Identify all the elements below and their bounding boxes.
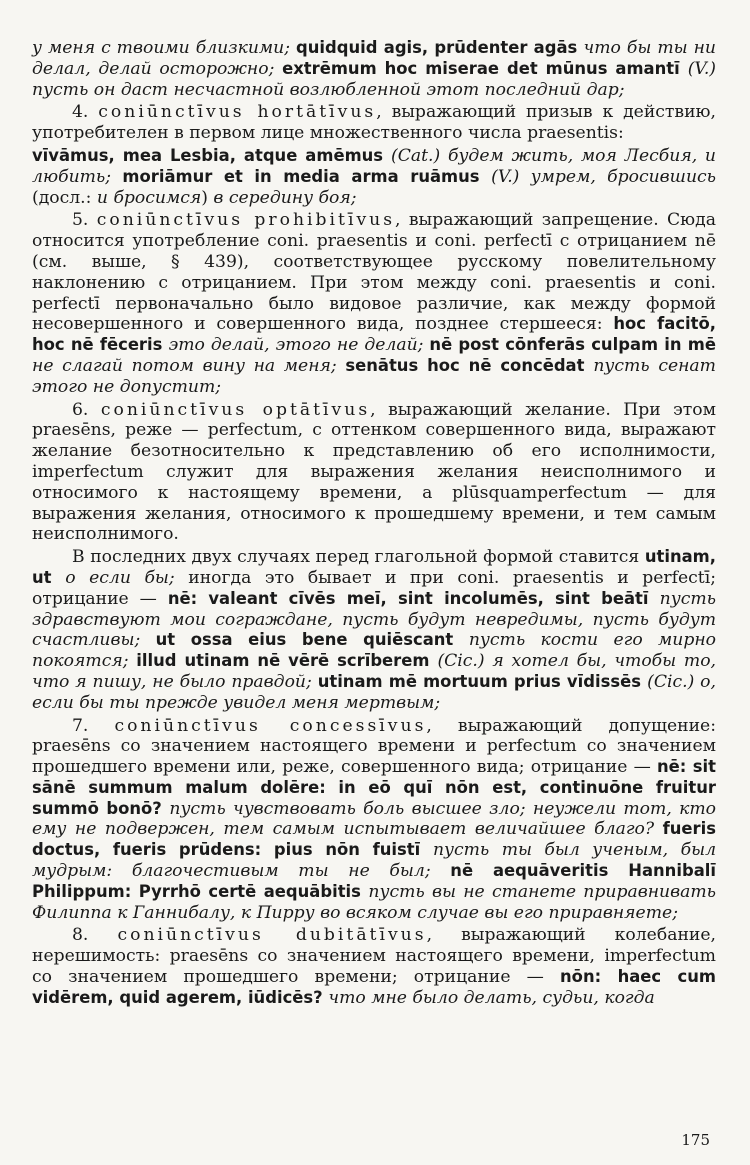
text-run: , выражающий запрещение. Сюда относится употребление coni. praesentis и coni. perfectī с отрицанием nē (см. выше, § 439), соответствующее русскому повелительному наклонению с отрицанием. При этом между coni. praesentis и coni. perfectī первоначально было видовое различие, как между формой несовершенного и совершенного вида, позднее стершееся: xyxy=(32,210,716,335)
text-run: (досл.: xyxy=(32,187,97,208)
russian-translation: что бы ты ни делал, делай осторожно; xyxy=(32,38,716,79)
paragraph xyxy=(32,38,716,100)
latin-example: fueris doctus, fueris prūdens: pius nōn fuistī xyxy=(32,819,716,860)
latin-example: nē: sit sānē summum malum dolēre: in eō quī nōn est, continuōne fruitur summō bonō? xyxy=(32,757,716,818)
latin-example: nē aequāveritis Hannibalī Philippum: Pyrrhō certē aequābitis xyxy=(32,861,717,901)
latin-example: moriāmur et in media arma ruāmus xyxy=(122,166,492,186)
paragraph xyxy=(32,146,716,208)
russian-translation: в середину боя; xyxy=(213,187,357,208)
paragraph xyxy=(32,925,716,1008)
latin-example: nōn: haec cum vidērem, quid agerem, iūdicēs? xyxy=(32,967,716,1007)
russian-translation: (Cat.) будем жить, моя Лесбия, и любить; xyxy=(32,145,716,187)
page-number: 175 xyxy=(681,1131,710,1149)
russian-translation: (V.) пусть он даст несчастной возлюбленной этот последний дар; xyxy=(32,58,716,100)
term-spaced: coniūnctīvus concessīvus xyxy=(114,715,427,736)
latin-example: quidquid agis, prūdenter agās xyxy=(296,38,584,57)
russian-translation: пусть ты был ученым, был мудрым: благочестивым ты не был; xyxy=(32,840,717,882)
latin-example: hoc facitō, hoc nē fēceris xyxy=(32,314,716,355)
latin-example: nē post cōnferās culpam in mē xyxy=(429,335,716,355)
latin-example: extrēmum hoc miserae det mūnus amantī xyxy=(282,58,688,78)
text-run: 4. xyxy=(72,102,99,123)
latin-example: utinam mē mortuum prius vīdissēs xyxy=(317,671,648,691)
russian-translation: (Cic.) о, если бы ты прежде увидел меня мертвым; xyxy=(32,671,716,713)
russian-translation: (Cic.) я хотел бы, чтобы то, что я пишу, не было правдой; xyxy=(32,651,717,692)
russian-translation: пусть вы не станете приравнивать Филиппа к Ганнибалу, к Пирру во всяком случае вы его приравняете; xyxy=(32,881,717,923)
latin-example: ut ossa eius bene quiēscant xyxy=(155,630,469,650)
text-run: ) xyxy=(201,187,214,208)
russian-translation: пусть сенат этого не допустит; xyxy=(32,355,716,397)
paragraph xyxy=(32,210,716,397)
term-spaced: coniūnctīvus optātīvus xyxy=(100,399,371,420)
text-run: 7. xyxy=(72,715,115,736)
russian-translation: пусть здравствуют мои сограждане, пусть будут невредимы, пусть будут счастливы; xyxy=(32,588,716,651)
term-spaced: coniūnctīvus hortātīvus xyxy=(98,102,377,123)
text-run: иногда это бывает и при coni. praesentis и perfectī; отрицание — xyxy=(32,567,716,609)
paragraph xyxy=(32,400,716,546)
text-run: 5. xyxy=(72,210,97,231)
latin-example: nē: valeant cīvēs meī, sint incolumēs, sint beātī xyxy=(167,588,660,608)
text-run: В последних двух случаях перед глагольной формой ставится xyxy=(72,547,645,568)
russian-translation: и бросимся xyxy=(96,187,202,208)
term-spaced: coniūnctīvus prohibitīvus xyxy=(96,210,396,231)
latin-example: vīvāmus, mea Lesbia, atque amēmus xyxy=(32,145,392,165)
russian-translation: пусть чувствовать боль высшее зло; неужели тот, кто ему не подвержен, тем самым испытывает величайшее благо? xyxy=(32,798,717,840)
latin-example: senātus hoc nē concēdat xyxy=(345,355,594,375)
russian-translation: о если бы; xyxy=(65,567,189,588)
russian-translation: что мне было делать, судьи, когда xyxy=(328,987,655,1008)
text-run: , выражающий допущение: praesēns со значением настоящего времени и perfectum со значением прошедшего времени или, реже, совершенного вида; отрицание — xyxy=(32,715,716,778)
paragraph xyxy=(32,102,716,144)
latin-example: illud utinam nē vērē scrīberem xyxy=(136,651,438,671)
russian-translation: не слагай потом вину на меня; xyxy=(32,355,346,376)
text-run: , выражающий желание. При этом praesēns, реже — perfectum, с оттенком совершенного вида, выражают желание безотносительно к представлению об его исполнимости, imperfectum служит для выражения желания неисполнимого и относимого к настоящему времени, а plūsquamperfectum — для выражения желания, относимого к прошедшему времени, и тем самым неисполнимого. xyxy=(32,399,717,545)
russian-translation: (V.) умрем, бросившись xyxy=(491,166,716,187)
russian-translation: у меня с твоими близкими; xyxy=(32,38,297,58)
russian-translation: это делай, этого не делай; xyxy=(168,335,430,356)
text-body xyxy=(32,38,716,1009)
text-run: , выражающий призыв к действию, употребителен в первом лице множественного числа praesentis: xyxy=(32,102,716,144)
paragraph xyxy=(32,547,716,713)
latin-example: utinam, ut xyxy=(32,547,716,587)
text-run: , выражающий колебание, нерешимость: praesēns со значением настоящего времени, imperfectum со значением прошедшего времени; отрицание — xyxy=(32,925,716,988)
text-run: 6. xyxy=(72,399,101,420)
russian-translation: пусть кости его мирно покоятся; xyxy=(32,630,716,672)
text-run: 8. xyxy=(72,925,118,946)
paragraph xyxy=(32,716,716,924)
term-spaced: coniūnctīvus dubitātīvus xyxy=(117,925,427,946)
